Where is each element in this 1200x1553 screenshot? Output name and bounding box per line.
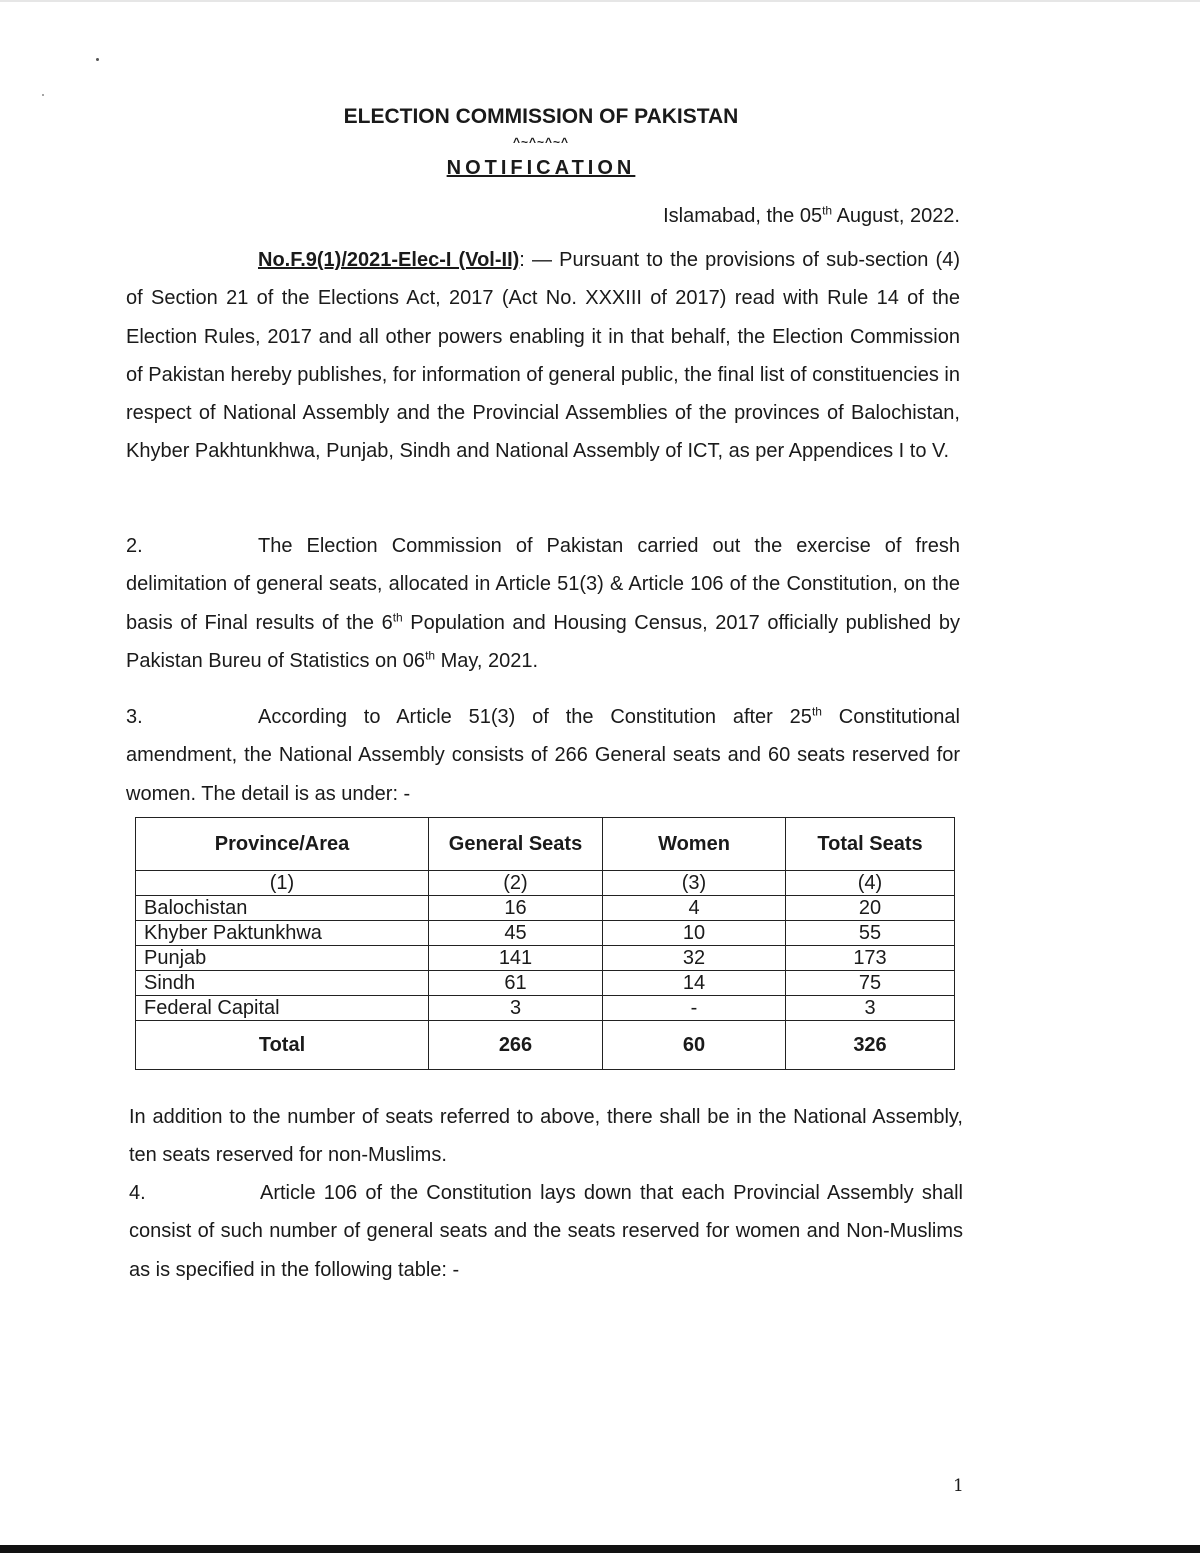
province-cell: Punjab	[136, 946, 429, 971]
general-seats-cell: 16	[429, 896, 603, 921]
dateline-prefix: Islamabad, the 05	[663, 205, 823, 227]
women-seats-cell: 10	[603, 921, 786, 946]
total-all-seats: 326	[786, 1021, 955, 1070]
women-seats-cell: 14	[603, 971, 786, 996]
total-general-seats: 266	[429, 1021, 603, 1070]
table-header-row	[136, 818, 955, 871]
total-seats-cell: 75	[786, 971, 955, 996]
column-header: Total Seats	[786, 818, 955, 871]
title-ornament: ^~^~^~^	[512, 135, 570, 149]
column-number: (2)	[429, 871, 603, 896]
national-assembly-seats-table	[135, 817, 955, 1070]
scan-speck	[42, 94, 44, 96]
paragraph-4-text: Article 106 of the Constitution lays down that each Provincial Assembly shall consist of such number of general seats and the seats reserved for women and Non-Muslims as is specified in the following table: -	[129, 1182, 963, 1281]
paragraph-2-text-b: Population and Housing Census, 2017 officially published by Pakistan Bureu of Statistics on 06	[126, 611, 960, 672]
page-number: 1	[953, 1476, 964, 1496]
paragraph-1	[126, 241, 960, 471]
province-cell: Balochistan	[136, 896, 429, 921]
province-cell: Khyber Paktunkhwa	[136, 921, 429, 946]
table-total-row	[136, 1021, 955, 1070]
table-row	[136, 896, 955, 921]
paragraph-4	[129, 1174, 963, 1289]
paragraph-number: 2.	[126, 535, 143, 557]
paragraph-3	[126, 698, 960, 813]
paragraph-1-text: : — Pursuant to the provisions of sub-section (4) of Section 21 of the Elections Act, 2017 (Act No. XXXIII of 2017) read with Rule 14 of the Election Rules, 2017 and all other powers enabling it in that behalf, the Election Commission of Pakistan hereby publishes, for information of general public, the final list of constituencies in respect of National Assembly and the Provincial Assemblies of the provinces of Balochistan, Khyber Pakhtunkhwa, Punjab, Sindh and National Assembly of ICT, as per Appendices I to V.	[126, 249, 960, 463]
paragraph-3-text-b: Constitutional amendment, the National Assembly consists of 266 General seats and 60 seats reserved for women. The detail is as under: -	[126, 706, 960, 805]
paragraph-2-text-c: May, 2021.	[435, 649, 539, 672]
province-cell: Federal Capital	[136, 996, 429, 1021]
paragraph-number: 4.	[129, 1182, 146, 1204]
total-seats-cell: 55	[786, 921, 955, 946]
general-seats-cell: 45	[429, 921, 603, 946]
dateline	[663, 205, 960, 228]
column-number: (1)	[136, 871, 429, 896]
total-seats-cell: 20	[786, 896, 955, 921]
scan-speck	[96, 58, 99, 61]
paragraph-after-table: In addition to the number of seats referred to above, there shall be in the National Assembly, ten seats reserved for non-Muslims.	[129, 1106, 963, 1167]
women-seats-cell: 32	[603, 946, 786, 971]
column-number: (3)	[603, 871, 786, 896]
dateline-suffix: August, 2022.	[832, 205, 960, 227]
paragraph-2	[126, 527, 960, 680]
total-label: Total	[136, 1021, 429, 1070]
total-seats-cell: 173	[786, 946, 955, 971]
document-title: ELECTION COMMISSION OF PAKISTAN	[343, 105, 739, 128]
notification-heading: NOTIFICATION	[446, 157, 636, 179]
table-row	[136, 971, 955, 996]
scan-top-edge	[0, 0, 1200, 2]
dateline-sup: th	[822, 203, 833, 218]
table-row	[136, 996, 955, 1021]
paragraph-3-text-a: According to Article 51(3) of the Constitution after 25	[258, 706, 812, 728]
reference-number: No.F.9(1)/2021-Elec-I (Vol-II)	[258, 249, 520, 271]
total-women-seats: 60	[603, 1021, 786, 1070]
column-header: General Seats	[429, 818, 603, 871]
general-seats-cell: 141	[429, 946, 603, 971]
paragraph-2-sup-b: th	[425, 648, 436, 663]
column-header: Women	[603, 818, 786, 871]
table-row	[136, 946, 955, 971]
general-seats-cell: 61	[429, 971, 603, 996]
women-seats-cell: 4	[603, 896, 786, 921]
paragraph-2-text-a: The Election Commission of Pakistan carried out the exercise of fresh delimitation of general seats, allocated in Article 51(3) & Article 106 of the Constitution, on the basis of Final results of the 6	[126, 535, 960, 634]
paragraph-2-sup-a: th	[392, 609, 403, 624]
column-header: Province/Area	[136, 818, 429, 871]
paragraph-number: 3.	[126, 706, 143, 728]
women-seats-cell: -	[603, 996, 786, 1021]
general-seats-cell: 3	[429, 996, 603, 1021]
column-number: (4)	[786, 871, 955, 896]
paragraph-3-sup-a: th	[811, 704, 822, 719]
province-cell: Sindh	[136, 971, 429, 996]
column-number-row	[136, 871, 955, 896]
total-seats-cell: 3	[786, 996, 955, 1021]
table-row	[136, 921, 955, 946]
scan-bottom-edge	[0, 1545, 1200, 1553]
